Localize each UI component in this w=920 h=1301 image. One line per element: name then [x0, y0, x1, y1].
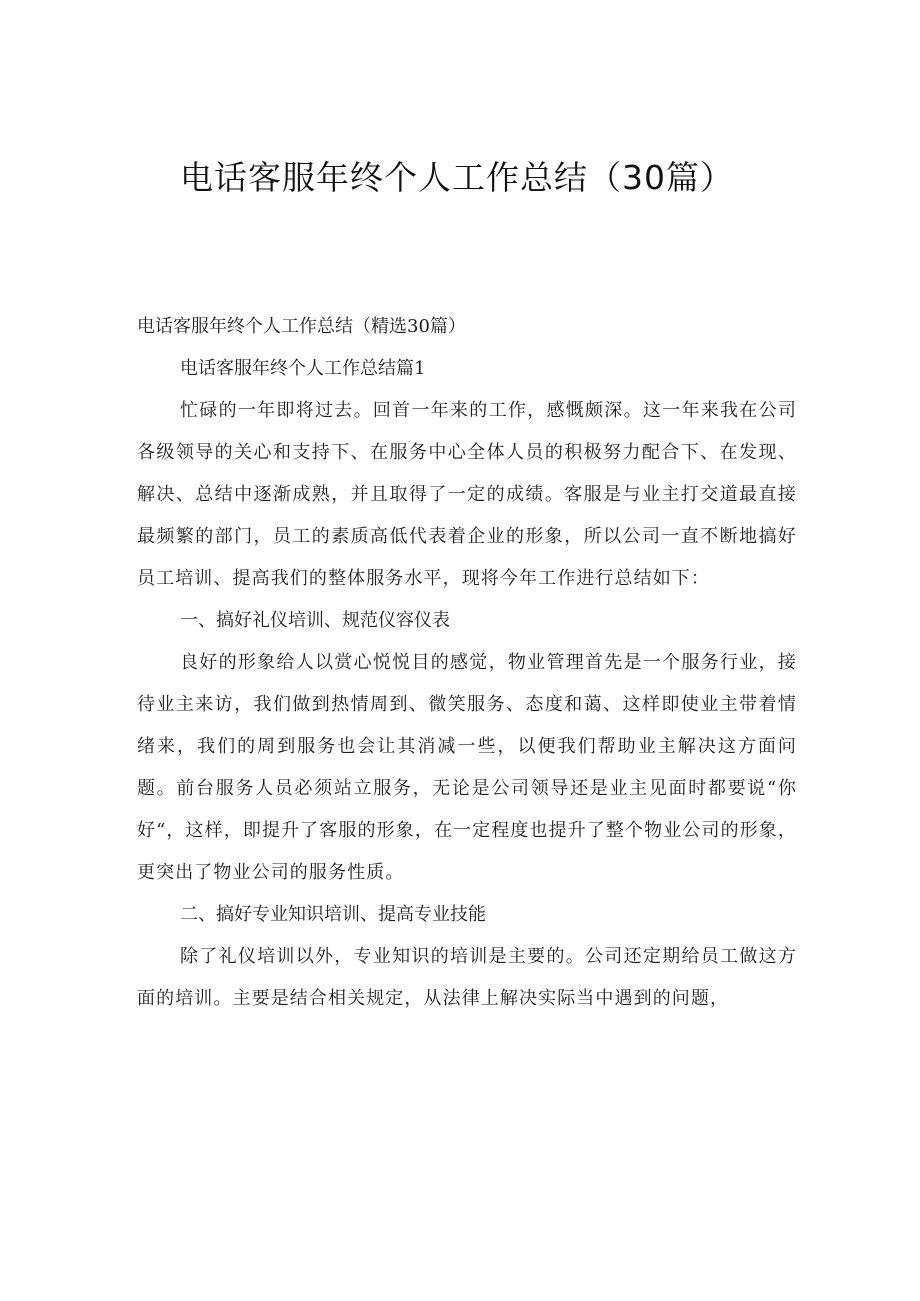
heading-professional-training: 二、搞好专业知识培训、提高专业技能: [180, 904, 486, 925]
document-subtitle: 电话客服年终个人工作总结（精选30篇）: [137, 316, 466, 337]
paragraph-professional-training: 除了礼仪培训以外，专业知识的培训是主要的。公司还定期给员工做这方面的培训。主要是结合相关规定，从法律上解决实际当中遇到的问题，: [137, 946, 797, 1009]
paragraph-etiquette-training: 良好的形象给人以赏心悦悦目的感觉，物业管理首先是一个服务行业，接待业主来访，我们做到热情周到、微笑服务、态度和蔼、这样即使业主带着情绪来，我们的周到服务也会让其消减一些，以便我们帮助业主解决这方面问题。前台服务人员必须站立服务，无论是公司领导还是业主见面时都要说“你好“，这样，即提升了客服的形象，在一定程度也提升了整个物业公司的形象，更突出了物业公司的服务性质。: [137, 652, 797, 883]
document-body: [137, 306, 797, 1020]
document-title: 电话客服年终个人工作总结（30篇）: [180, 158, 734, 197]
intro-paragraph: 忙碌的一年即将过去。回首一年来的工作，感慨颇深。这一年来我在公司各级领导的关心和支持下、在服务中心全体人员的积极努力配合下、在发现、解决、总结中逐渐成熟，并且取得了一定的成绩。客服是与业主打交道最直接最频繁的部门，员工的素质高低代表着企业的形象，所以公司一直不断地搞好员工培训、提高我们的整体服务水平，现将今年工作进行总结如下：: [137, 400, 797, 589]
section-heading: 电话客服年终个人工作总结篇1: [180, 358, 426, 379]
heading-etiquette-training: 一、搞好礼仪培训、规范仪容仪表: [180, 610, 450, 631]
